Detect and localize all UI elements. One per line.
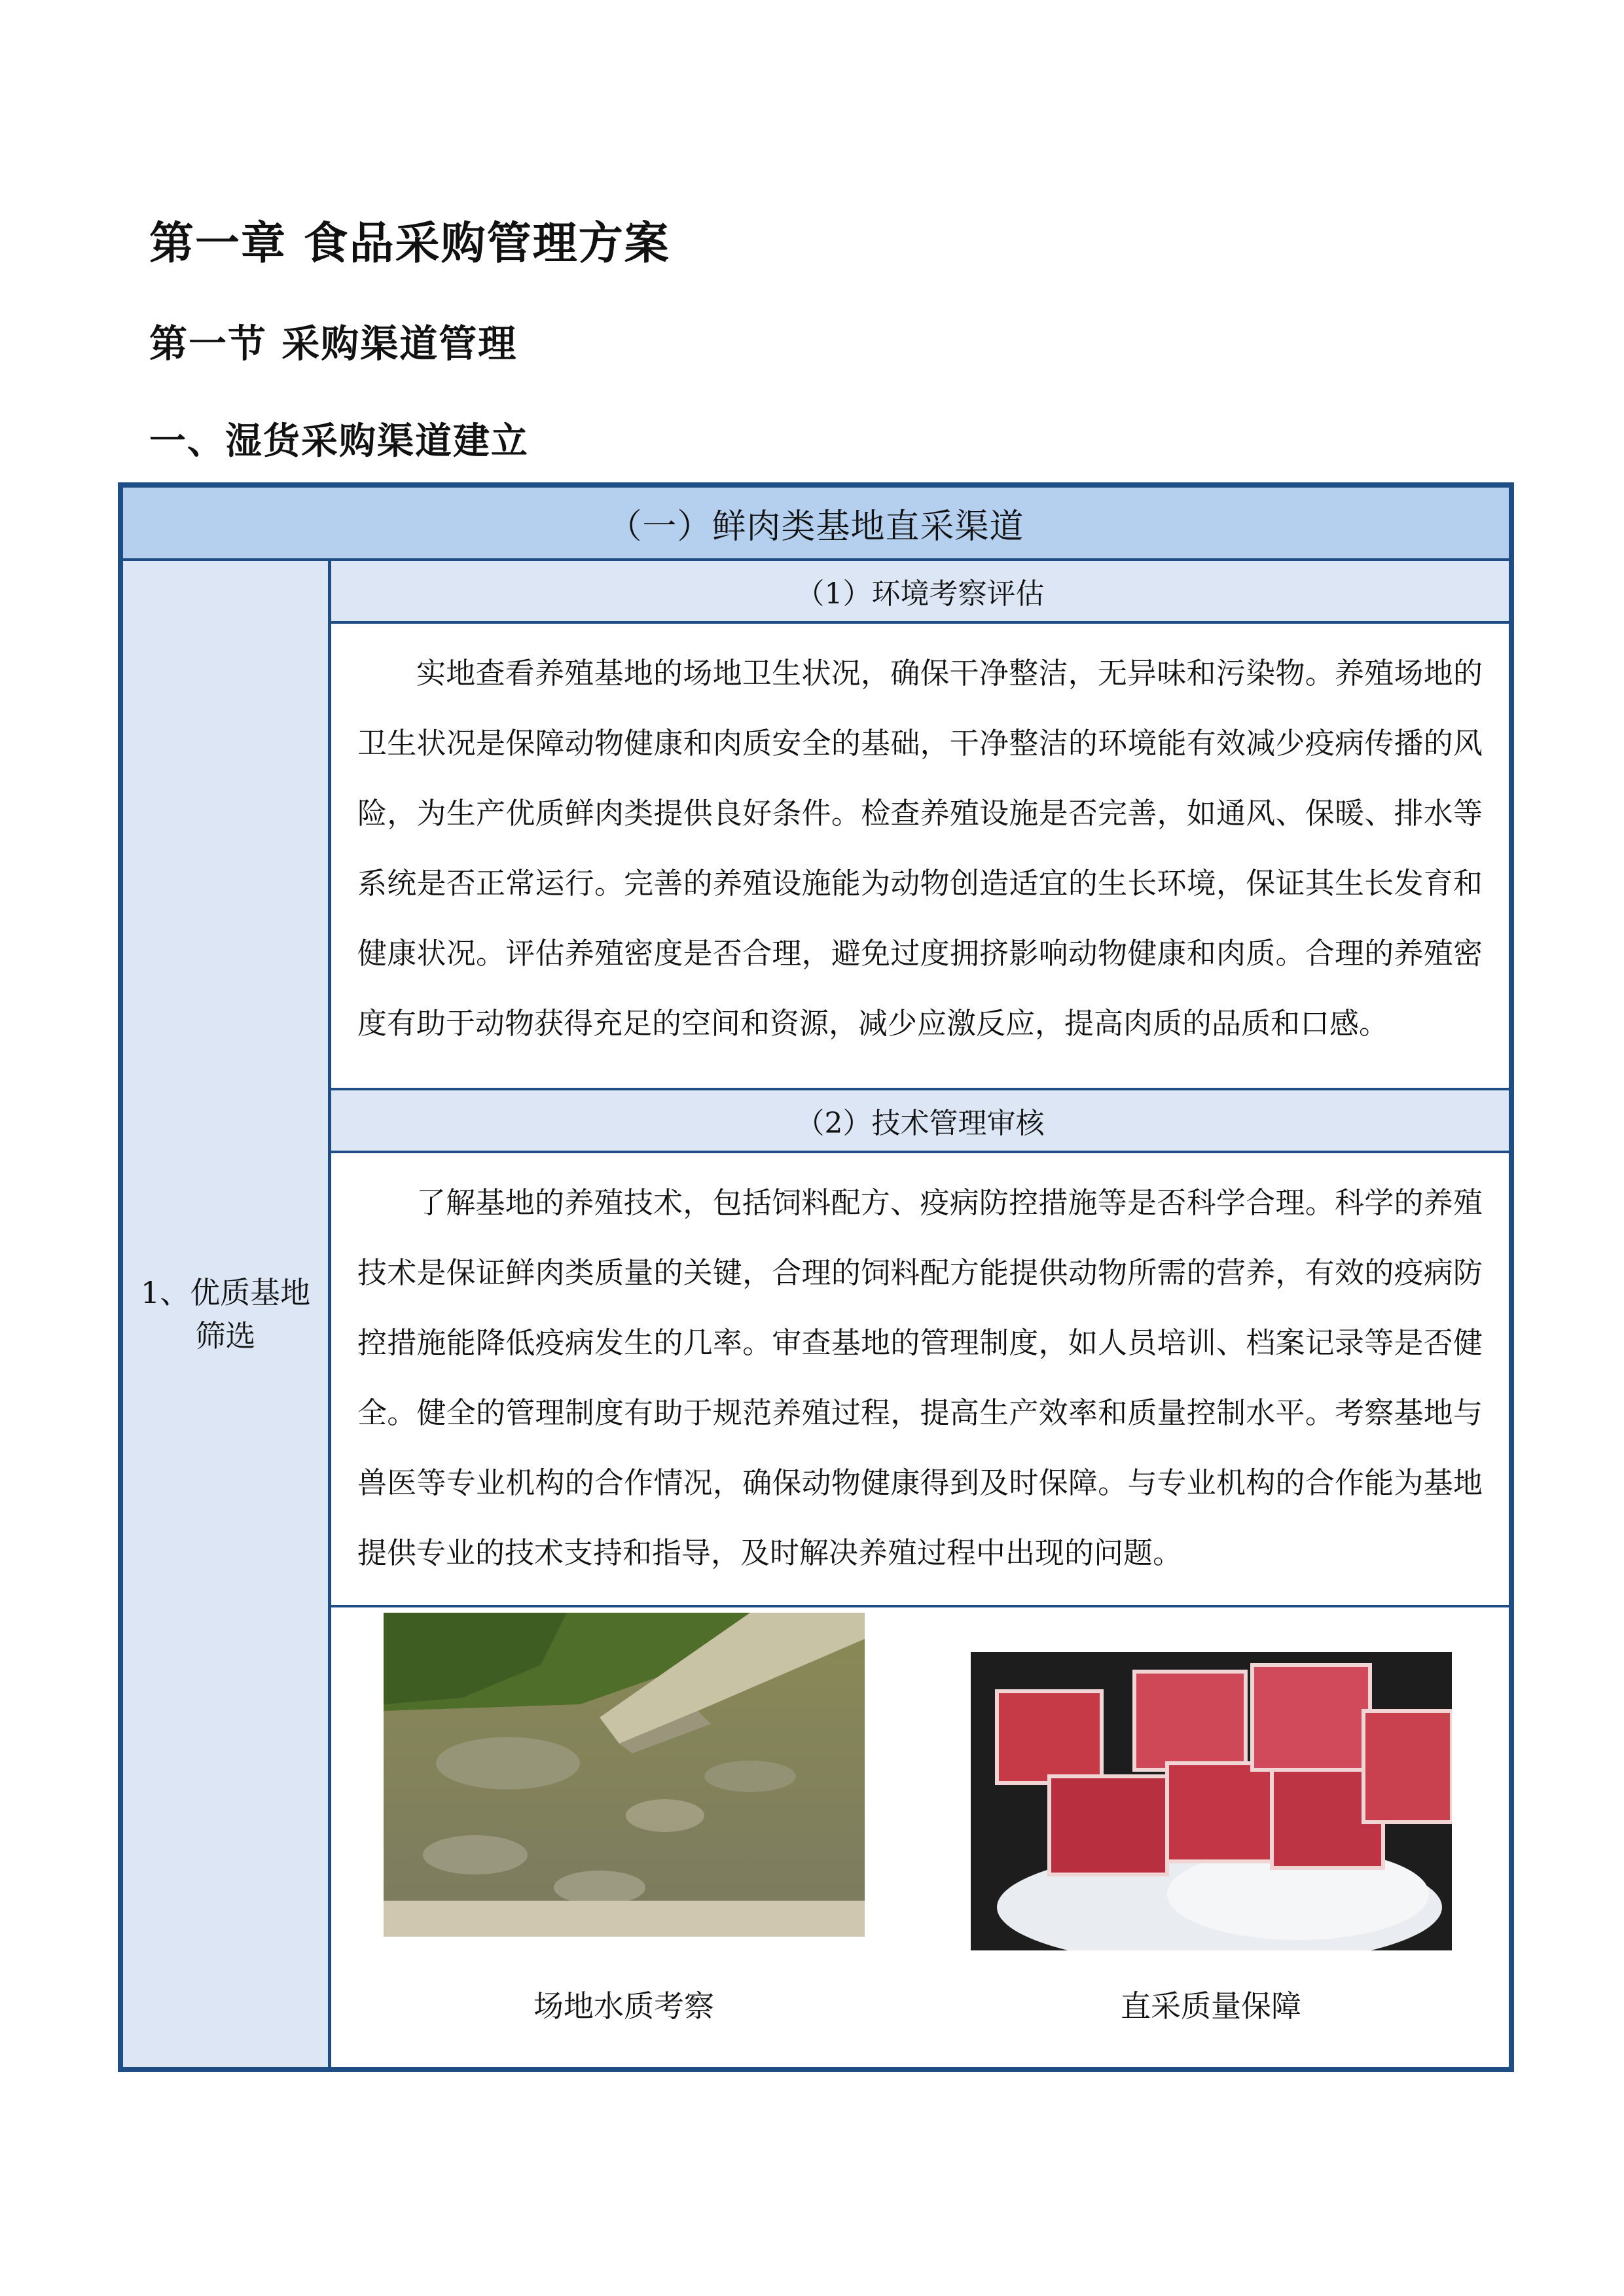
block-2-text: 了解基地的养殖技术，包括饲料配方、疫病防控措施等是否科学合理。科学的养殖技术是保证鲜肉类质量的关键，合理的饲料配方能提供动物所需的营养，有效的疫病防控措施能降低疫病发生的几率。审查基地的管理制度，如人员培训、档案记录等是否健全。健全的管理制度有助于规范养殖过程，提高生产效率和质量控制水平。考察基地与兽医等专业机构的合作情况，确保动物健康得到及时保障。与专业机构的合作能为基地提供专业的技术支持和指导，及时解决养殖过程中出现的问题。: [331, 1153, 1509, 1607]
subsection-title: 一、湿货采购渠道建立: [149, 420, 529, 463]
image-caption-1: 场地水质考察: [533, 1988, 714, 2024]
image-caption-2: 直采质量保障: [1121, 1988, 1301, 2024]
table-header: （一）鲜肉类基地直采渠道: [123, 488, 1509, 561]
left-label-cell: 1、优质基地筛选: [123, 561, 331, 2067]
block-1-title: （1）环境考察评估: [331, 561, 1509, 624]
section-title: 第一节 采购渠道管理: [149, 321, 518, 366]
block-1-text: 实地查看养殖基地的场地卫生状况，确保干净整洁，无异味和污染物。养殖场地的卫生状况是保障动物健康和肉质安全的基础，干净整洁的环境能有效减少疫病传播的风险，为生产优质鲜肉类提供良好条件。检查养殖设施是否完善，如通风、保暖、排水等系统是否正常运行。完善的养殖设施能为动物创造适宜的生长环境，保证其生长发育和健康状况。评估养殖密度是否合理，避免过度拥挤影响动物健康和肉质。合理的养殖密度有助于动物获得充足的空间和资源，减少应激反应，提高肉质的品质和口感。: [331, 624, 1509, 1090]
water-site-photo: [384, 1613, 865, 1937]
raw-meat-photo: [971, 1632, 1452, 1950]
block-2-title: （2）技术管理审核: [331, 1090, 1509, 1153]
procurement-table: [118, 482, 1514, 2072]
image-cell: [331, 1607, 1509, 2067]
chapter-title: 第一章 食品采购管理方案: [149, 218, 670, 270]
